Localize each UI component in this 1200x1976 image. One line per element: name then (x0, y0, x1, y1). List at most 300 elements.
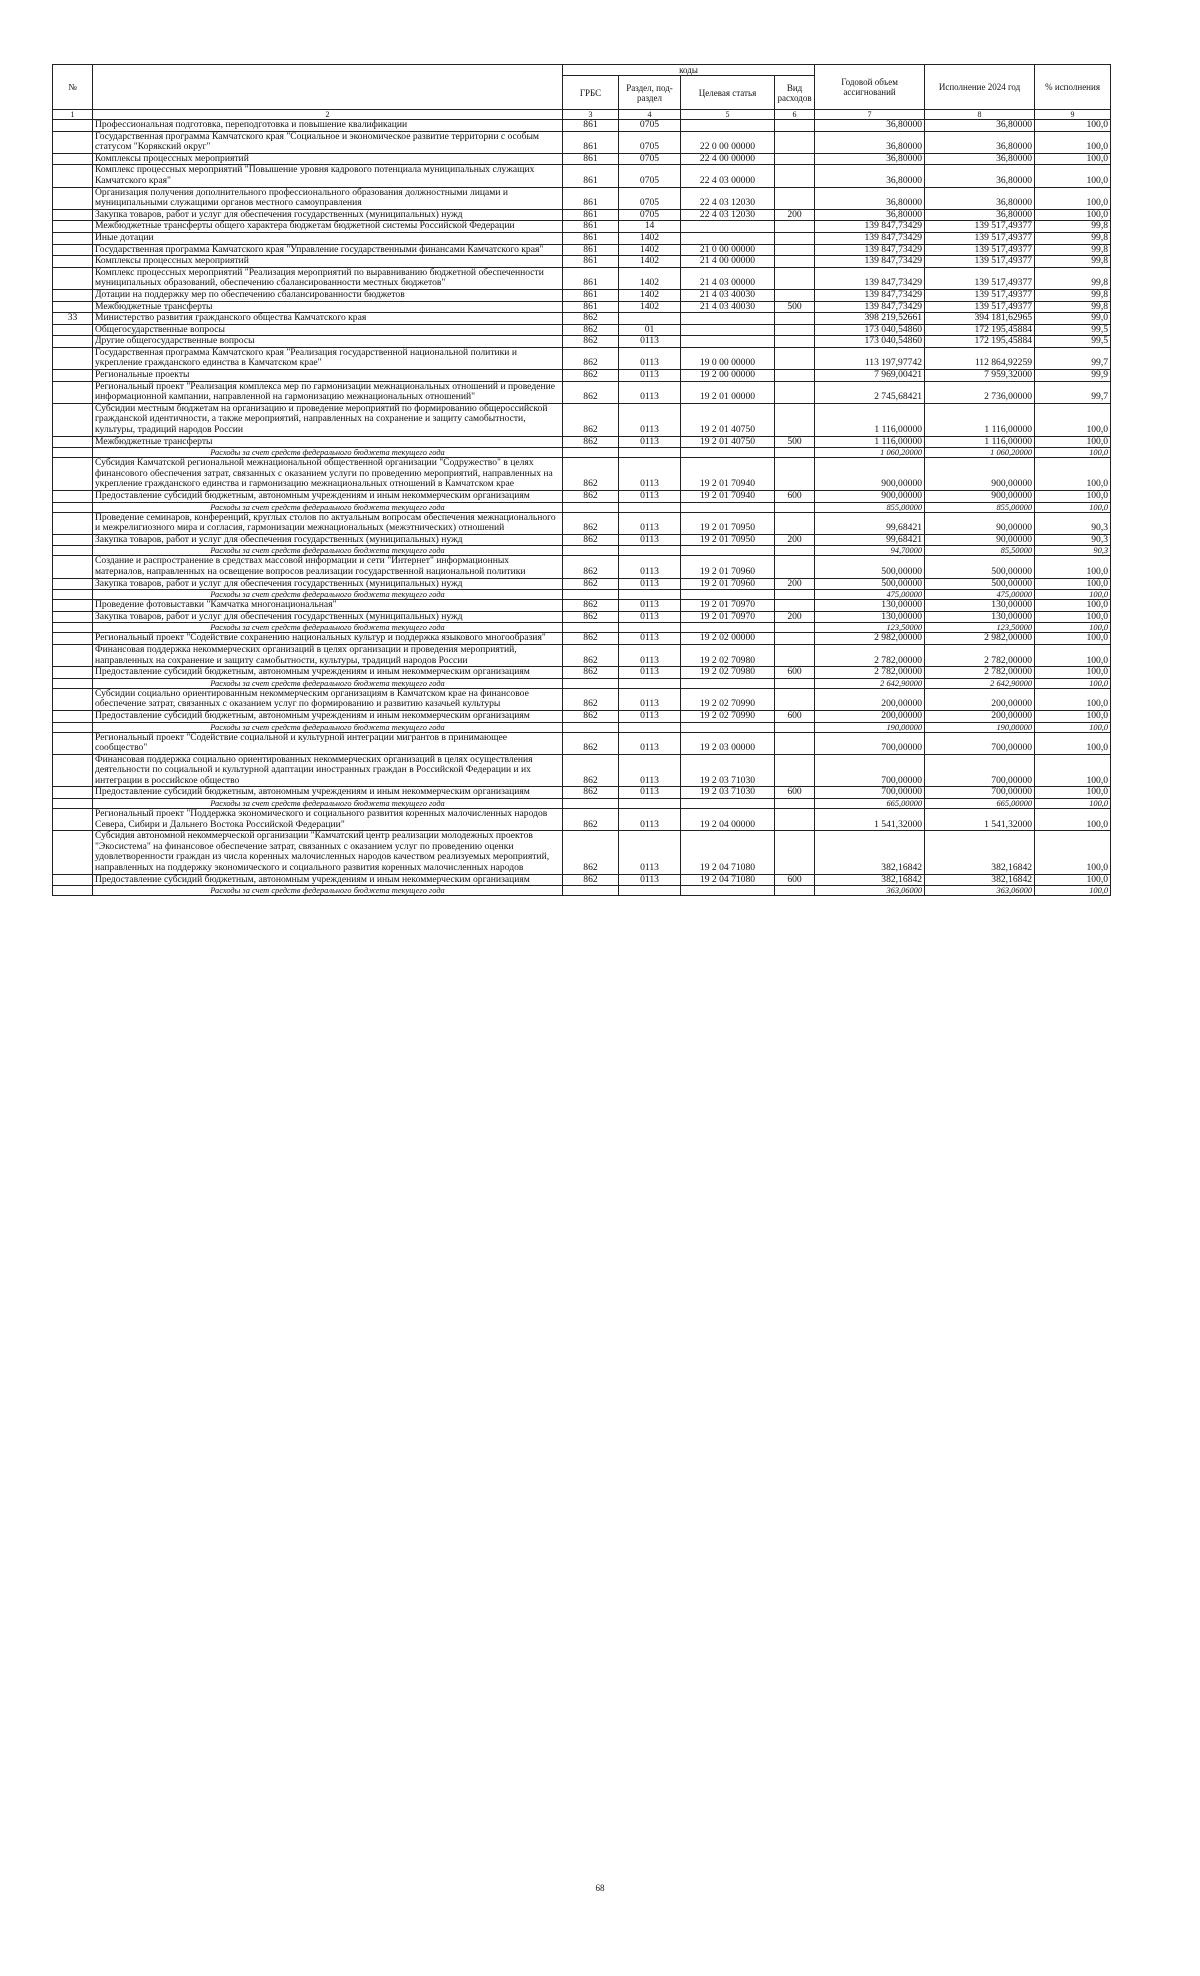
row-target: 21 4 03 00000 (681, 267, 775, 289)
row-execution: 36,80000 (925, 120, 1035, 132)
row-percent: 99,7 (1035, 347, 1111, 369)
row-grbs: 862 (563, 370, 619, 382)
row-annual: 36,80000 (815, 187, 925, 209)
row-grbs: 862 (563, 809, 619, 831)
row-target: 19 2 01 40750 (681, 436, 775, 448)
row-expense-type (775, 336, 815, 348)
row-name: Субсидии социально ориентированным некоммерческим организациям в Камчатском крае на финансовое обеспечение затрат, связанных с оказанием услуг по формированию и развитию казачьей культуры (93, 688, 563, 710)
federal-subrow (53, 590, 1111, 600)
row-name: Комплексы процессных мероприятий (93, 256, 563, 268)
row-target: 19 2 01 70970 (681, 611, 775, 623)
row-number (53, 874, 93, 886)
row-expense-type: 200 (775, 578, 815, 590)
table-row (53, 633, 1111, 645)
row-target: 19 2 01 70960 (681, 578, 775, 590)
row-section: 0113 (619, 600, 681, 612)
header-name (93, 65, 563, 110)
row-section (619, 313, 681, 325)
row-expense-type (775, 370, 815, 382)
table-row (53, 710, 1111, 722)
row-name: Комплекс процессных мероприятий "Реализация мероприятий по выравниванию бюджетной обеспеченности муниципальных образований, обеспечению сбалансированности местных бюджетов" (93, 267, 563, 289)
table-row (53, 289, 1111, 301)
row-expense-type (775, 732, 815, 754)
row-annual: 500,00000 (815, 578, 925, 590)
row-number (53, 732, 93, 754)
row-annual: 500,00000 (815, 556, 925, 578)
row-execution: 85,50000 (925, 546, 1035, 556)
table-row (53, 732, 1111, 754)
row-target: 19 2 04 71080 (681, 831, 775, 874)
row-number (53, 403, 93, 436)
row-execution: 139 517,49377 (925, 267, 1035, 289)
row-target: 22 4 03 12030 (681, 187, 775, 209)
row-target: 19 2 03 71030 (681, 787, 775, 799)
table-row (53, 644, 1111, 666)
row-name: Региональные проекты (93, 370, 563, 382)
row-section: 1402 (619, 267, 681, 289)
row-execution: 500,00000 (925, 578, 1035, 590)
row-grbs: 861 (563, 289, 619, 301)
row-section: 0113 (619, 831, 681, 874)
row-annual: 130,00000 (815, 600, 925, 612)
row-percent: 100,0 (1035, 633, 1111, 645)
row-name: Финансовая поддержка некоммерческих организаций в целях организации и проведения мероприятий, направленных на сохранение и защиту самобытности, культуры, традиций народов России (93, 644, 563, 666)
row-percent: 90,3 (1035, 512, 1111, 534)
row-annual: 139 847,73429 (815, 267, 925, 289)
row-expense-type: 500 (775, 436, 815, 448)
budget-table (52, 64, 1111, 896)
row-annual: 2 782,00000 (815, 644, 925, 666)
row-percent: 100,0 (1035, 799, 1111, 809)
row-execution: 2 982,00000 (925, 633, 1035, 645)
row-annual: 665,00000 (815, 799, 925, 809)
row-percent: 100,0 (1035, 131, 1111, 153)
row-annual: 382,16842 (815, 874, 925, 886)
row-target: 19 2 00 00000 (681, 370, 775, 382)
table-row (53, 232, 1111, 244)
row-section: 0113 (619, 370, 681, 382)
row-annual: 139 847,73429 (815, 289, 925, 301)
row-name: Общегосударственные вопросы (93, 324, 563, 336)
row-percent: 100,0 (1035, 590, 1111, 600)
row-grbs: 862 (563, 787, 619, 799)
row-target: 22 4 03 00000 (681, 165, 775, 187)
row-grbs: 862 (563, 710, 619, 722)
row-percent: 100,0 (1035, 153, 1111, 165)
row-execution: 139 517,49377 (925, 301, 1035, 313)
row-grbs: 861 (563, 153, 619, 165)
row-execution: 700,00000 (925, 787, 1035, 799)
row-annual: 700,00000 (815, 787, 925, 799)
row-percent: 100,0 (1035, 556, 1111, 578)
row-annual: 200,00000 (815, 688, 925, 710)
header-section: Раздел, под-раздел (619, 76, 681, 110)
row-number (53, 187, 93, 209)
row-execution: 2 736,00000 (925, 381, 1035, 403)
row-target: 19 2 01 70950 (681, 534, 775, 546)
row-percent: 100,0 (1035, 611, 1111, 623)
row-percent: 100,0 (1035, 600, 1111, 612)
federal-subrow (53, 502, 1111, 512)
row-annual: 900,00000 (815, 491, 925, 503)
row-grbs: 862 (563, 534, 619, 546)
row-execution: 1 116,00000 (925, 436, 1035, 448)
row-execution: 500,00000 (925, 556, 1035, 578)
row-number (53, 556, 93, 578)
row-name: Региональный проект "Содействие социальной и культурной интеграции мигрантов в принимающее сообщество" (93, 732, 563, 754)
table-row (53, 512, 1111, 534)
row-grbs: 862 (563, 347, 619, 369)
row-execution: 394 181,62965 (925, 313, 1035, 325)
row-target: 21 4 03 40030 (681, 301, 775, 313)
row-percent: 100,0 (1035, 448, 1111, 458)
row-section: 1402 (619, 232, 681, 244)
row-section: 0113 (619, 436, 681, 448)
row-annual: 1 116,00000 (815, 436, 925, 448)
row-percent: 100,0 (1035, 722, 1111, 732)
row-name: Закупка товаров, работ и услуг для обеспечения государственных (муниципальных) нужд (93, 534, 563, 546)
table-row (53, 209, 1111, 221)
row-execution: 1 116,00000 (925, 403, 1035, 436)
row-section: 0113 (619, 874, 681, 886)
row-percent: 100,0 (1035, 886, 1111, 896)
row-target: 22 4 03 12030 (681, 209, 775, 221)
row-percent: 100,0 (1035, 732, 1111, 754)
table-row (53, 534, 1111, 546)
row-expense-type (775, 256, 815, 268)
table-row (53, 381, 1111, 403)
row-grbs: 862 (563, 436, 619, 448)
row-grbs: 861 (563, 209, 619, 221)
row-section: 1402 (619, 256, 681, 268)
row-number (53, 809, 93, 831)
row-target (681, 324, 775, 336)
row-annual: 475,00000 (815, 590, 925, 600)
row-annual: 1 060,20000 (815, 448, 925, 458)
row-annual: 2 982,00000 (815, 633, 925, 645)
row-target (681, 313, 775, 325)
row-name: Другие общегосударственные вопросы (93, 336, 563, 348)
row-expense-type (775, 809, 815, 831)
row-grbs: 862 (563, 556, 619, 578)
federal-subrow (53, 722, 1111, 732)
table-row (53, 153, 1111, 165)
row-grbs: 862 (563, 313, 619, 325)
row-annual: 99,68421 (815, 534, 925, 546)
row-execution: 700,00000 (925, 754, 1035, 787)
row-annual: 36,80000 (815, 209, 925, 221)
row-annual: 123,50000 (815, 623, 925, 633)
table-row (53, 491, 1111, 503)
table-row (53, 120, 1111, 132)
row-name: Субсидия Камчатской региональной межнациональной общественной организации "Содружество" в целях финансового обеспечения затрат, связанных с оказанием услуги по проведению мероприятий, направленных на укрепление гражданского единства и гармонизацию межнациональных отношений в Камчатском крае (93, 458, 563, 491)
row-section: 0113 (619, 633, 681, 645)
row-section: 0113 (619, 556, 681, 578)
row-section: 0113 (619, 491, 681, 503)
row-number (53, 131, 93, 153)
row-grbs: 861 (563, 232, 619, 244)
table-row (53, 556, 1111, 578)
row-expense-type (775, 403, 815, 436)
row-percent: 100,0 (1035, 403, 1111, 436)
table-row (53, 874, 1111, 886)
table-row (53, 611, 1111, 623)
row-number (53, 336, 93, 348)
row-annual: 36,80000 (815, 131, 925, 153)
row-execution: 190,00000 (925, 722, 1035, 732)
row-execution: 36,80000 (925, 153, 1035, 165)
row-number: 33 (53, 313, 93, 325)
row-annual: 173 040,54860 (815, 336, 925, 348)
row-expense-type: 200 (775, 611, 815, 623)
row-section: 14 (619, 221, 681, 233)
row-number (53, 301, 93, 313)
row-grbs: 862 (563, 831, 619, 874)
row-name: Расходы за счет средств федерального бюджета текущего года (93, 722, 563, 732)
row-target: 19 2 01 70970 (681, 600, 775, 612)
row-number (53, 667, 93, 679)
row-execution: 139 517,49377 (925, 256, 1035, 268)
row-annual: 139 847,73429 (815, 301, 925, 313)
row-execution: 363,06000 (925, 886, 1035, 896)
row-execution: 172 195,45884 (925, 336, 1035, 348)
row-execution: 36,80000 (925, 165, 1035, 187)
row-section: 01 (619, 324, 681, 336)
table-row (53, 256, 1111, 268)
row-grbs: 861 (563, 256, 619, 268)
row-execution: 382,16842 (925, 874, 1035, 886)
row-expense-type: 600 (775, 874, 815, 886)
row-number (53, 633, 93, 645)
row-section: 1402 (619, 289, 681, 301)
row-name: Региональный проект "Реализация комплекса мер по гармонизации межнациональных отношений и проведение информационной кампании, направленной на гармонизацию межнациональных отношений" (93, 381, 563, 403)
row-grbs: 862 (563, 644, 619, 666)
row-name: Профессиональная подготовка, переподготовка и повышение квалификации (93, 120, 563, 132)
row-section: 0705 (619, 131, 681, 153)
row-expense-type (775, 633, 815, 645)
table-header (53, 65, 1111, 120)
row-percent: 100,0 (1035, 165, 1111, 187)
row-annual: 2 745,68421 (815, 381, 925, 403)
row-name: Межбюджетные трансферты (93, 436, 563, 448)
row-annual: 398 219,52661 (815, 313, 925, 325)
row-execution: 112 864,92259 (925, 347, 1035, 369)
row-expense-type (775, 831, 815, 874)
row-execution: 700,00000 (925, 732, 1035, 754)
row-percent: 100,0 (1035, 502, 1111, 512)
row-name: Проведение семинаров, конференций, круглых столов по актуальным вопросам обеспечения межнационального и межрелигиозного мира и согласия, гармонизации межнациональных (межэтнических) отношений (93, 512, 563, 534)
row-percent: 99,0 (1035, 313, 1111, 325)
row-execution: 2 782,00000 (925, 644, 1035, 666)
table-body (53, 120, 1111, 896)
row-target: 19 0 00 00000 (681, 347, 775, 369)
row-section: 0705 (619, 209, 681, 221)
row-grbs: 862 (563, 578, 619, 590)
table-row (53, 787, 1111, 799)
row-annual: 700,00000 (815, 732, 925, 754)
row-execution: 139 517,49377 (925, 244, 1035, 256)
row-number (53, 289, 93, 301)
row-name: Закупка товаров, работ и услуг для обеспечения государственных (муниципальных) нужд (93, 578, 563, 590)
row-target: 19 2 03 00000 (681, 732, 775, 754)
row-section: 0113 (619, 512, 681, 534)
row-section: 0113 (619, 381, 681, 403)
row-section: 0113 (619, 336, 681, 348)
row-expense-type (775, 131, 815, 153)
row-annual: 900,00000 (815, 458, 925, 491)
row-execution: 475,00000 (925, 590, 1035, 600)
row-execution: 139 517,49377 (925, 289, 1035, 301)
row-section: 0705 (619, 165, 681, 187)
row-number (53, 600, 93, 612)
row-percent: 99,8 (1035, 267, 1111, 289)
row-number (53, 512, 93, 534)
row-expense-type (775, 165, 815, 187)
row-annual: 139 847,73429 (815, 244, 925, 256)
row-execution: 90,00000 (925, 534, 1035, 546)
row-percent: 99,9 (1035, 370, 1111, 382)
row-grbs: 861 (563, 131, 619, 153)
row-number (53, 458, 93, 491)
row-expense-type: 600 (775, 667, 815, 679)
table-row (53, 131, 1111, 153)
row-annual: 139 847,73429 (815, 221, 925, 233)
table-row (53, 187, 1111, 209)
row-grbs: 862 (563, 403, 619, 436)
row-number (53, 165, 93, 187)
row-section: 0113 (619, 754, 681, 787)
header-grbs: ГРБС (563, 76, 619, 110)
row-execution: 2 782,00000 (925, 667, 1035, 679)
row-annual: 1 541,32000 (815, 809, 925, 831)
row-percent: 100,0 (1035, 623, 1111, 633)
row-name: Расходы за счет средств федерального бюджета текущего года (93, 886, 563, 896)
row-name: Закупка товаров, работ и услуг для обеспечения государственных (муниципальных) нужд (93, 611, 563, 623)
row-annual: 855,00000 (815, 502, 925, 512)
row-name: Министерство развития гражданского общества Камчатского края (93, 313, 563, 325)
row-expense-type (775, 313, 815, 325)
row-number (53, 491, 93, 503)
row-execution: 855,00000 (925, 502, 1035, 512)
row-number (53, 256, 93, 268)
row-percent: 100,0 (1035, 491, 1111, 503)
row-execution: 36,80000 (925, 209, 1035, 221)
row-execution: 172 195,45884 (925, 324, 1035, 336)
row-section: 0113 (619, 644, 681, 666)
row-name: Расходы за счет средств федерального бюджета текущего года (93, 546, 563, 556)
federal-subrow (53, 546, 1111, 556)
row-annual: 94,70000 (815, 546, 925, 556)
row-execution: 130,00000 (925, 600, 1035, 612)
row-execution: 900,00000 (925, 491, 1035, 503)
row-grbs: 861 (563, 244, 619, 256)
row-percent: 100,0 (1035, 187, 1111, 209)
row-name: Региональный проект "Содействие сохранению национальных культур и поддержка языкового многообразия" (93, 633, 563, 645)
row-execution: 665,00000 (925, 799, 1035, 809)
row-expense-type: 200 (775, 209, 815, 221)
page-number: 68 (595, 1883, 605, 1893)
row-number (53, 120, 93, 132)
row-target: 19 2 01 00000 (681, 381, 775, 403)
row-name: Предоставление субсидий бюджетным, автономным учреждениям и иным некоммерческим организациям (93, 710, 563, 722)
row-grbs: 862 (563, 512, 619, 534)
row-grbs: 862 (563, 732, 619, 754)
row-expense-type (775, 324, 815, 336)
row-section: 0113 (619, 667, 681, 679)
row-percent: 99,8 (1035, 221, 1111, 233)
table-row (53, 436, 1111, 448)
row-grbs: 862 (563, 600, 619, 612)
row-section: 0113 (619, 347, 681, 369)
row-percent: 100,0 (1035, 120, 1111, 132)
row-target (681, 120, 775, 132)
row-expense-type (775, 232, 815, 244)
row-name: Межбюджетные трансферты (93, 301, 563, 313)
row-execution: 200,00000 (925, 710, 1035, 722)
federal-subrow (53, 623, 1111, 633)
row-percent: 99,8 (1035, 232, 1111, 244)
federal-subrow (53, 678, 1111, 688)
row-annual: 36,80000 (815, 120, 925, 132)
row-section: 0705 (619, 153, 681, 165)
table-row (53, 809, 1111, 831)
row-expense-type (775, 688, 815, 710)
row-percent: 100,0 (1035, 578, 1111, 590)
row-number (53, 710, 93, 722)
row-annual: 173 040,54860 (815, 324, 925, 336)
row-name: Расходы за счет средств федерального бюджета текущего года (93, 678, 563, 688)
row-section: 0113 (619, 611, 681, 623)
row-name: Региональный проект "Поддержка экономического и социального развития коренных малочисленных народов Севера, Сибири и Дальнего Востока Российской Федерации" (93, 809, 563, 831)
row-section: 0113 (619, 403, 681, 436)
row-expense-type (775, 289, 815, 301)
row-grbs: 862 (563, 754, 619, 787)
row-section: 1402 (619, 301, 681, 313)
row-grbs: 861 (563, 221, 619, 233)
row-section: 0113 (619, 787, 681, 799)
row-annual: 700,00000 (815, 754, 925, 787)
row-percent: 100,0 (1035, 644, 1111, 666)
row-percent: 100,0 (1035, 688, 1111, 710)
row-name: Комплекс процессных мероприятий "Повышение уровня кадрового потенциала муниципальных служащих Камчатского края" (93, 165, 563, 187)
row-target: 19 2 01 70950 (681, 512, 775, 534)
row-grbs: 861 (563, 301, 619, 313)
row-percent: 90,3 (1035, 546, 1111, 556)
row-annual: 113 197,97742 (815, 347, 925, 369)
row-expense-type (775, 153, 815, 165)
row-name: Предоставление субсидий бюджетным, автономным учреждениям и иным некоммерческим организациям (93, 667, 563, 679)
row-expense-type (775, 187, 815, 209)
row-target: 19 2 01 40750 (681, 403, 775, 436)
row-section: 0113 (619, 534, 681, 546)
row-annual: 36,80000 (815, 153, 925, 165)
row-target: 19 2 02 70990 (681, 710, 775, 722)
table-row (53, 336, 1111, 348)
row-annual: 36,80000 (815, 165, 925, 187)
row-annual: 2 642,90000 (815, 678, 925, 688)
table-row (53, 600, 1111, 612)
row-name: Дотации на поддержку мер по обеспечению сбалансированности бюджетов (93, 289, 563, 301)
row-name: Расходы за счет средств федерального бюджета текущего года (93, 502, 563, 512)
row-name: Расходы за счет средств федерального бюджета текущего года (93, 448, 563, 458)
row-name: Расходы за счет средств федерального бюджета текущего года (93, 799, 563, 809)
row-expense-type (775, 556, 815, 578)
row-expense-type: 600 (775, 710, 815, 722)
row-annual: 190,00000 (815, 722, 925, 732)
row-target: 19 2 02 70990 (681, 688, 775, 710)
row-annual: 139 847,73429 (815, 256, 925, 268)
row-expense-type (775, 458, 815, 491)
